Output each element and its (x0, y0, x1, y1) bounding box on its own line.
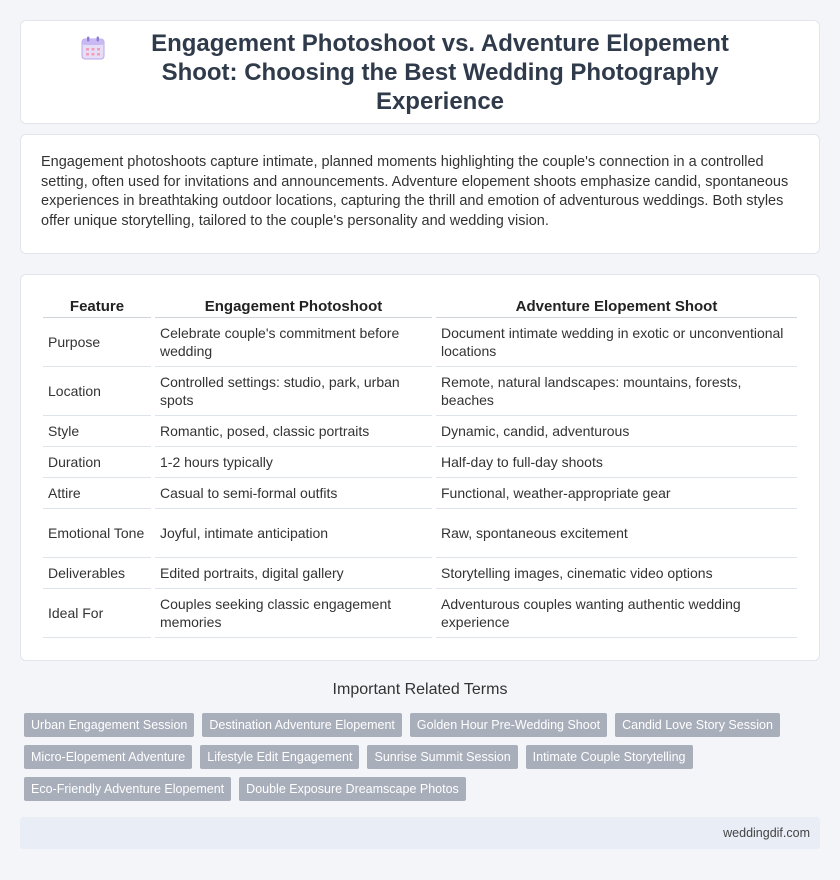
header-feature: Feature (43, 293, 151, 318)
row-engagement: Edited portraits, digital gallery (155, 558, 432, 589)
table-row (43, 318, 797, 367)
table-row (43, 367, 797, 416)
related-term-tag[interactable]: Micro-Elopement Adventure (24, 745, 192, 769)
related-term-tag[interactable]: Urban Engagement Session (24, 713, 194, 737)
table-row (43, 589, 797, 638)
table-row (43, 416, 797, 447)
row-feature: Deliverables (43, 558, 151, 589)
related-term-tag[interactable]: Golden Hour Pre-Wedding Shoot (410, 713, 607, 737)
related-terms-list (24, 713, 824, 801)
footer-site-link[interactable]: weddingdif.com (723, 826, 810, 840)
comparison-table-card (20, 274, 820, 661)
row-elopement: Storytelling images, cinematic video options (436, 558, 797, 589)
header-engagement: Engagement Photoshoot (155, 293, 432, 318)
comparison-table (39, 293, 801, 638)
row-engagement: Couples seeking classic engagement memories (155, 589, 432, 638)
row-feature: Duration (43, 447, 151, 478)
related-term-tag[interactable]: Destination Adventure Elopement (202, 713, 402, 737)
footer (20, 817, 820, 849)
related-term-tag[interactable]: Double Exposure Dreamscape Photos (239, 777, 466, 801)
table-row (43, 558, 797, 589)
table-row (43, 447, 797, 478)
intro-text: Engagement photoshoots capture intimate, planned moments highlighting the couple's connection in a controlled setting, often used for invitations and announcements. Adventure elopement shoots emphasize candid, spontaneous experiences in breathtaking outdoor locations, capturing the thrill and emotion of adventurous weddings. Both styles offer unique storytelling, tailored to the couple's personality and wedding vision. (41, 154, 789, 229)
related-term-tag[interactable]: Eco-Friendly Adventure Elopement (24, 777, 231, 801)
row-engagement: Romantic, posed, classic portraits (155, 416, 432, 447)
row-elopement: Dynamic, candid, adventurous (436, 416, 797, 447)
related-terms-title: Important Related Terms (332, 681, 508, 698)
row-engagement: Joyful, intimate anticipation (155, 509, 432, 558)
page-title: Engagement Photoshoot vs. Adventure Elopement Shoot: Choosing the Best Wedding Photography Experience (151, 29, 729, 115)
title-card (20, 20, 820, 124)
related-term-tag[interactable]: Lifestyle Edit Engagement (200, 745, 359, 769)
row-elopement: Document intimate wedding in exotic or unconventional locations (436, 318, 797, 367)
intro-card (20, 134, 820, 254)
row-engagement: Controlled settings: studio, park, urban spots (155, 367, 432, 416)
row-elopement: Adventurous couples wanting authentic wedding experience (436, 589, 797, 638)
table-row (43, 509, 797, 558)
row-elopement: Raw, spontaneous excitement (436, 509, 797, 558)
row-feature: Purpose (43, 318, 151, 367)
header-elopement: Adventure Elopement Shoot (436, 293, 797, 318)
row-engagement: Celebrate couple's commitment before wedding (155, 318, 432, 367)
table-header-row (43, 293, 797, 318)
related-term-tag[interactable]: Candid Love Story Session (615, 713, 780, 737)
table-row (43, 478, 797, 509)
row-elopement: Remote, natural landscapes: mountains, forests, beaches (436, 367, 797, 416)
row-elopement: Functional, weather-appropriate gear (436, 478, 797, 509)
row-engagement: 1-2 hours typically (155, 447, 432, 478)
row-engagement: Casual to semi-formal outfits (155, 478, 432, 509)
calendar-icon (80, 35, 106, 61)
row-feature: Attire (43, 478, 151, 509)
row-feature: Style (43, 416, 151, 447)
row-feature: Location (43, 367, 151, 416)
related-term-tag[interactable]: Intimate Couple Storytelling (526, 745, 693, 769)
row-feature: Ideal For (43, 589, 151, 638)
row-elopement: Half-day to full-day shoots (436, 447, 797, 478)
row-feature: Emotional Tone (43, 509, 151, 558)
related-term-tag[interactable]: Sunrise Summit Session (367, 745, 517, 769)
